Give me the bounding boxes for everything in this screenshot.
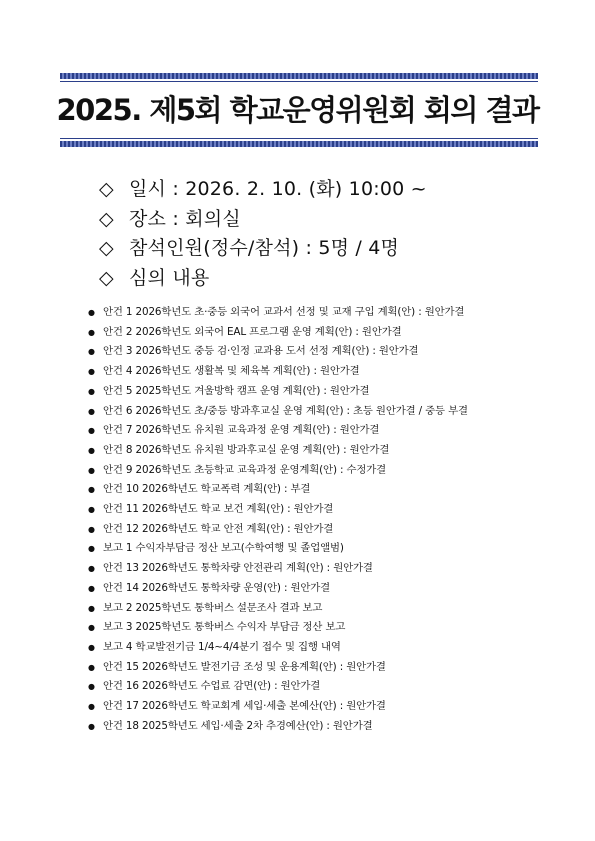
list-item: ● 안건 16 2026학년도 수업료 감면(안) : 원안가결 — [88, 677, 468, 697]
bullet-dot-icon: ● — [88, 505, 95, 515]
list-item: ● 안건 2 2026학년도 외국어 EAL 프로그램 운영 계획(안) : 원안가결 — [88, 323, 468, 343]
bullet-dot-icon: ● — [88, 327, 95, 337]
list-item: ● 안건 5 2025학년도 겨울방학 캠프 운영 계획(안) : 원안가결 — [88, 382, 468, 402]
meeting-date — [99, 175, 427, 205]
list-item: ● 안건 7 2026학년도 유치원 교육과정 운영 계획(안) : 원안가결 — [88, 421, 468, 441]
list-item: ● 안건 9 2026학년도 초등학교 교육과정 운영계획(안) : 수정가결 — [88, 461, 468, 481]
list-item: ● 안건 11 2026학년도 학교 보건 계획(안) : 원안가결 — [88, 500, 468, 520]
diamond-bullet-icon: ◇ — [99, 237, 114, 259]
diamond-bullet-icon: ◇ — [99, 266, 114, 289]
bullet-dot-icon: ● — [88, 347, 95, 357]
list-item: ● 안건 17 2026학년도 학교회계 세입·세출 본예산(안) : 원안가결 — [88, 697, 468, 717]
bullet-dot-icon: ● — [88, 583, 95, 593]
list-item: ● 안건 3 2026학년도 중등 검·인정 교과용 도서 선정 계획(안) : 원안가결 — [88, 342, 468, 362]
bullet-dot-icon: ● — [88, 642, 95, 652]
list-item: ● 안건 1 2026학년도 초·중등 외국어 교과서 선정 및 교재 구입 계획(안) : 원안가결 — [88, 303, 468, 323]
title-bottom-rule — [60, 141, 538, 147]
bullet-dot-icon: ● — [88, 308, 95, 317]
list-item: ● 보고 4 학교발전기금 1/4~4/4분기 접수 및 집행 내역 — [88, 638, 468, 658]
list-item: ● 안건 4 2026학년도 생활복 및 체육복 계획(안) : 원안가결 — [88, 362, 468, 382]
bullet-dot-icon: ● — [88, 524, 95, 534]
bullet-dot-icon: ● — [88, 623, 95, 633]
diamond-bullet-icon: ◇ — [99, 178, 114, 200]
list-item: ● 안건 10 2026학년도 학교폭력 계획(안) : 부결 — [88, 480, 468, 500]
bullet-dot-icon: ● — [88, 406, 95, 416]
bullet-dot-icon: ● — [88, 721, 95, 731]
list-item: ● 안건 13 2026학년도 통학차량 안전관리 계획(안) : 원안가결 — [88, 559, 468, 579]
bullet-dot-icon: ● — [88, 564, 95, 574]
attendance-text: 참석인원(정수/참석) : 5명 / 4명 — [129, 237, 400, 259]
title-top-rule — [60, 73, 538, 79]
list-item: ● 보고 1 수익자부담금 정산 보고(수학여행 및 졸업앨범) — [88, 539, 468, 559]
bullet-dot-icon: ● — [88, 445, 95, 455]
bullet-dot-icon: ● — [88, 544, 95, 554]
list-item: ● 안건 6 2026학년도 초/중등 방과후교실 운영 계획(안) : 초등 원안가결 / 중등 부결 — [88, 402, 468, 422]
bullet-dot-icon: ● — [88, 662, 95, 672]
meeting-place — [99, 205, 427, 235]
list-item: ● 보고 2 2025학년도 통학버스 설문조사 결과 보고 — [88, 599, 468, 619]
list-item: ● 안건 18 2025학년도 세입·세출 2차 추경예산(안) : 원안가결 — [88, 717, 468, 737]
bullet-dot-icon: ● — [88, 367, 95, 377]
bullet-dot-icon: ● — [88, 485, 95, 495]
list-item: ● 안건 8 2026학년도 유치원 방과후교실 운영 계획(안) : 원안가결 — [88, 441, 468, 461]
page-title: 2025. 제5회 학교운영위원회 회의 결과 — [56, 93, 539, 127]
list-item: ● 보고 3 2025학년도 통학버스 수익자 부담금 정산 보고 — [88, 618, 468, 638]
bullet-dot-icon: ● — [88, 603, 95, 613]
deliberation-heading-text: 심의 내용 — [129, 266, 210, 289]
list-item: ● 안건 15 2026학년도 발전기금 조성 및 운용계획(안) : 원안가결 — [88, 658, 468, 678]
attendance — [99, 234, 427, 264]
bullet-dot-icon: ● — [88, 465, 95, 475]
bullet-dot-icon: ● — [88, 426, 95, 436]
meeting-place-text: 장소 : 회의실 — [129, 207, 241, 230]
deliberation-heading — [99, 264, 427, 294]
list-item: ● 안건 12 2026학년도 학교 안전 계획(안) : 원안가결 — [88, 520, 468, 540]
meeting-info-list — [99, 175, 427, 293]
diamond-bullet-icon: ◇ — [99, 207, 114, 230]
agenda-list — [88, 303, 468, 736]
bullet-dot-icon: ● — [88, 386, 95, 396]
list-item: ● 안건 14 2026학년도 통학차량 운영(안) : 원안가결 — [88, 579, 468, 599]
bullet-dot-icon: ● — [88, 702, 95, 712]
bullet-dot-icon: ● — [88, 682, 95, 692]
meeting-date-text: 일시 : 2026. 2. 10. (화) 10:00 ~ — [129, 178, 427, 200]
